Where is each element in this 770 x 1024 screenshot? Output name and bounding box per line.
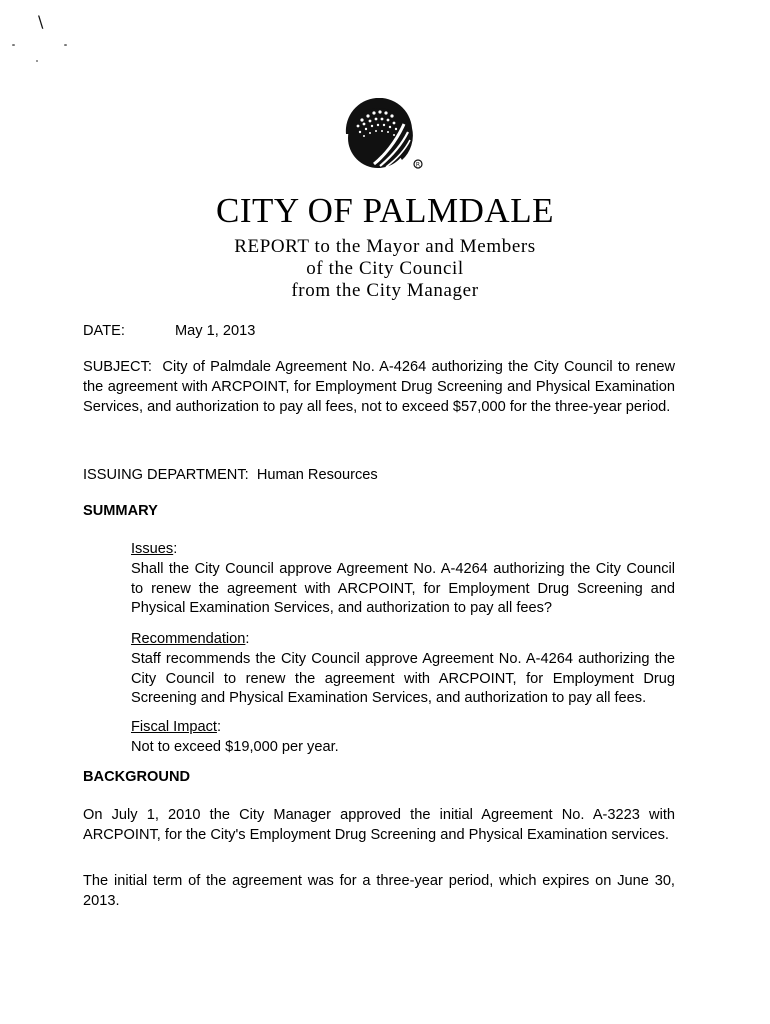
recommendation-text: Staff recommends the City Council approve Agreement No. A-4264 authorizing the City Council to renew the agreement with ARCPOINT, for Employment Drug Screening and Physical Examination Services, and authorization to pay all fees. [131, 650, 675, 707]
fiscal-impact-colon: : [216, 719, 222, 735]
scan-speck [12, 44, 15, 46]
issues-colon: : [173, 541, 178, 557]
background-heading: BACKGROUND [83, 769, 191, 785]
issuing-department-value: Human Resources [256, 467, 378, 483]
fiscal-impact-text: Not to exceed $19,000 per year. [131, 738, 339, 755]
issues-block [131, 540, 675, 619]
recommendation-colon: : [245, 631, 250, 647]
date-value: May 1, 2013 [175, 323, 256, 339]
date-label: DATE: [83, 323, 125, 339]
scan-artifact-mark: \ [38, 12, 44, 31]
fiscal-impact-block [131, 718, 675, 758]
city-name: CITY OF PALMDALE [216, 191, 554, 230]
svg-text:R: R [415, 161, 421, 169]
recommendation-block [131, 630, 675, 709]
fiscal-impact-heading: Fiscal Impact [131, 719, 217, 735]
scan-speck [64, 44, 67, 46]
letterhead [0, 190, 770, 302]
report-line-2: of the City Council [306, 258, 464, 279]
issues-heading: Issues [131, 541, 174, 557]
recommendation-heading: Recommendation [131, 631, 246, 647]
report-line-3: from the City Manager [291, 280, 479, 301]
date-line [83, 322, 675, 342]
subject-block [83, 358, 675, 417]
subject-text: City of Palmdale Agreement No. A-4264 authorizing the City Council to renew the agreement with ARCPOINT, for Employment Drug Screening and Physical Examination Services, and authorization to pay all fees, not to exceed $57,000 for the three-year period. [83, 359, 676, 415]
subject-label: SUBJECT: [83, 359, 152, 375]
background-paragraph-1: On July 1, 2010 the City Manager approved the initial Agreement No. A-3223 with ARCPOINT, for the City's Employment Drug Screening and Physical Examination services. [83, 807, 675, 843]
city-seal-logo-icon [340, 98, 424, 170]
issuing-department-line [83, 466, 675, 486]
issuing-department-label: ISSUING DEPARTMENT: [83, 467, 249, 483]
report-line-1: REPORT to the Mayor and Members [234, 236, 536, 257]
summary-heading: SUMMARY [83, 503, 158, 519]
issues-text: Shall the City Council approve Agreement No. A-4264 authorizing the City Council to renew the agreement with ARCPOINT, for Employment Drug Screening and Physical Examination Services, and authorization to pay all fees? [131, 560, 675, 617]
background-paragraph-2: The initial term of the agreement was for a three-year period, which expires on June 30, 2013. [83, 873, 675, 909]
scan-speck [36, 60, 38, 62]
